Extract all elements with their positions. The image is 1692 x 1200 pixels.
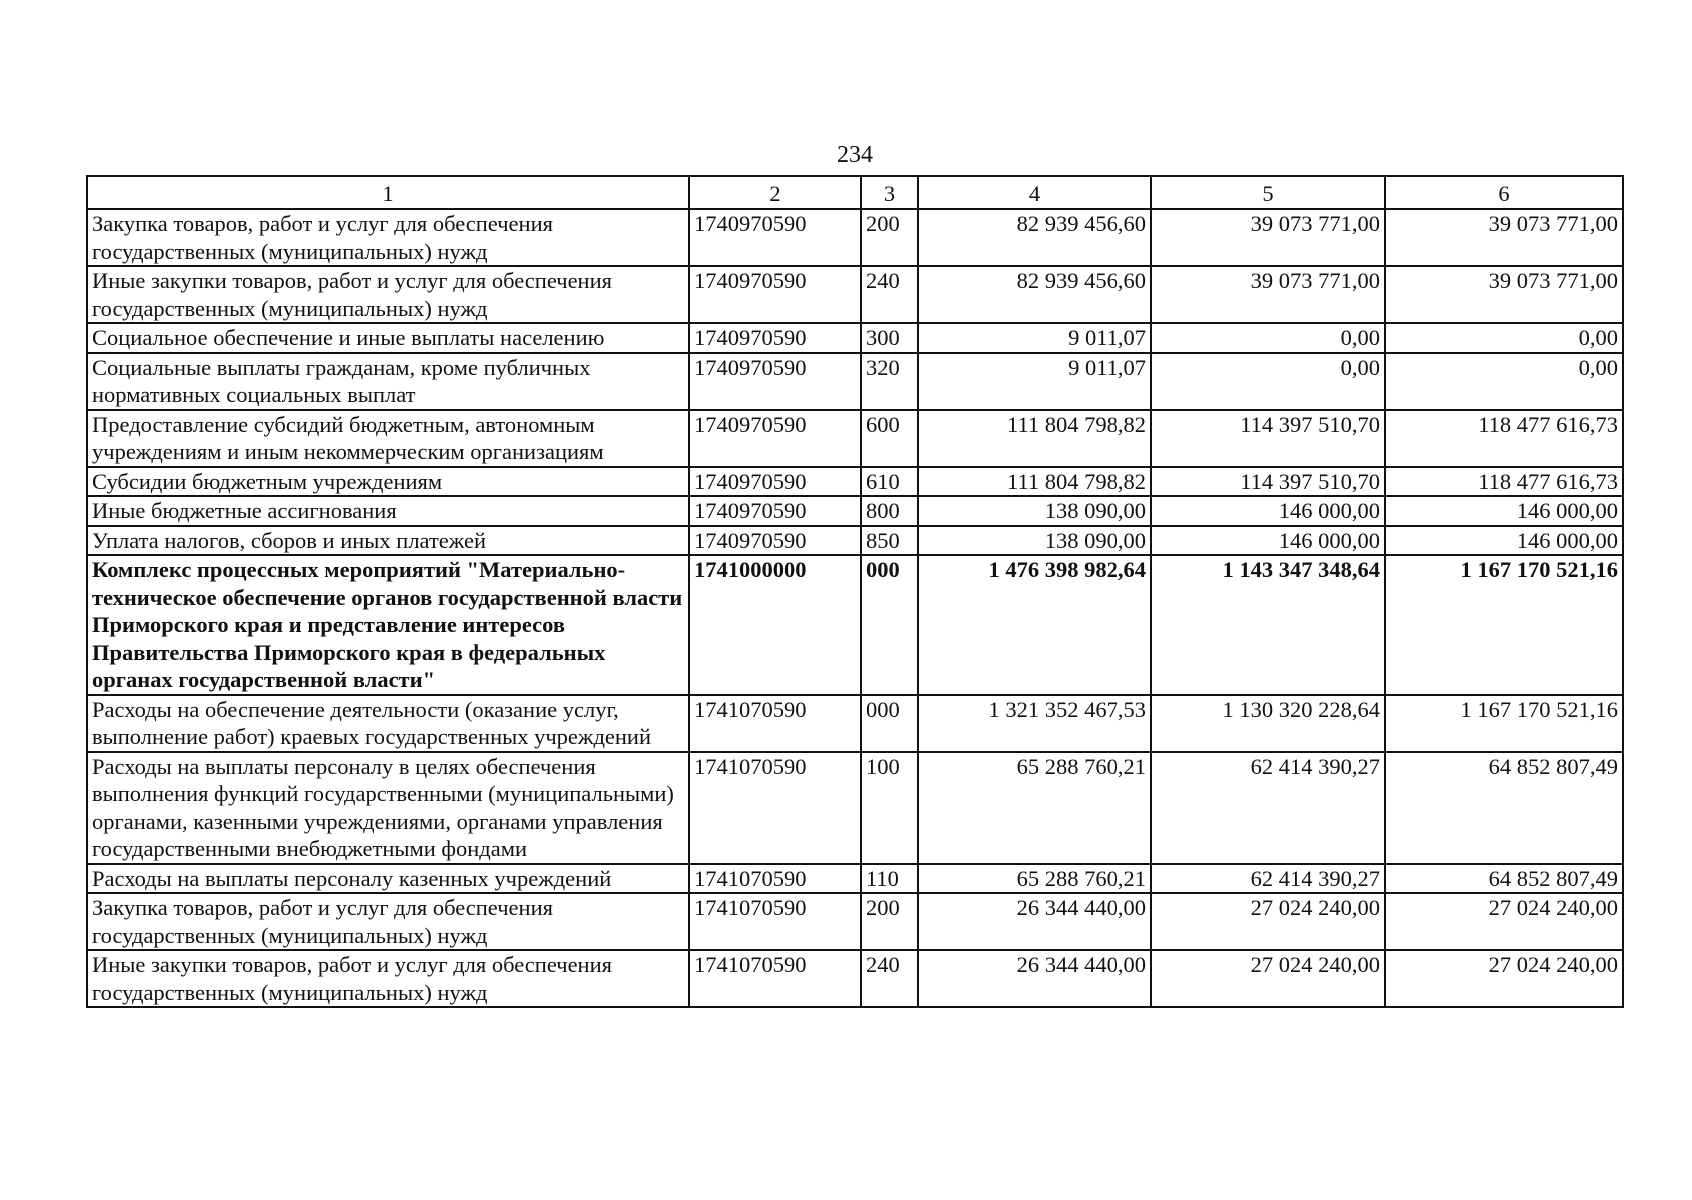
row-value-col5: 114 397 510,70 xyxy=(1151,467,1385,497)
row-value-col6: 0,00 xyxy=(1385,323,1623,353)
row-expense-type: 110 xyxy=(861,864,918,894)
row-name: Расходы на выплаты персоналу в целях обеспечения выполнения функций государственными (муниципальными) органами, казенными учреждениями, органами управления государственными внебюджетными фондами xyxy=(87,752,689,864)
row-name: Закупка товаров, работ и услуг для обеспечения государственных (муниципальных) нужд xyxy=(87,209,689,266)
row-value-col4: 1 321 352 467,53 xyxy=(918,695,1151,752)
row-value-col5: 0,00 xyxy=(1151,353,1385,410)
row-expense-type: 850 xyxy=(861,526,918,556)
table-row xyxy=(87,864,1623,894)
row-value-col5: 114 397 510,70 xyxy=(1151,410,1385,467)
table-row xyxy=(87,893,1623,950)
row-code: 1740970590 xyxy=(689,323,861,353)
row-code: 1740970590 xyxy=(689,209,861,266)
row-value-col4: 9 011,07 xyxy=(918,353,1151,410)
row-value-col6: 1 167 170 521,16 xyxy=(1385,695,1623,752)
row-expense-type: 240 xyxy=(861,950,918,1007)
row-name: Расходы на обеспечение деятельности (оказание услуг, выполнение работ) краевых государственных учреждений xyxy=(87,695,689,752)
table-row xyxy=(87,695,1623,752)
table-row xyxy=(87,209,1623,266)
row-expense-type: 240 xyxy=(861,266,918,323)
row-value-col4: 138 090,00 xyxy=(918,496,1151,526)
row-code: 1740970590 xyxy=(689,526,861,556)
row-name: Комплекс процессных мероприятий "Материально-техническое обеспечение органов государственной власти Приморского края и представление интересов Правительства Приморского края в федеральных органах государственной власти" xyxy=(87,555,689,695)
row-value-col6: 39 073 771,00 xyxy=(1385,209,1623,266)
row-value-col5: 62 414 390,27 xyxy=(1151,752,1385,864)
row-code: 1741070590 xyxy=(689,950,861,1007)
column-header-5: 5 xyxy=(1151,176,1385,209)
row-value-col4: 82 939 456,60 xyxy=(918,266,1151,323)
table-row xyxy=(87,353,1623,410)
row-value-col6: 118 477 616,73 xyxy=(1385,467,1623,497)
row-expense-type: 200 xyxy=(861,893,918,950)
row-code: 1740970590 xyxy=(689,353,861,410)
row-value-col4: 65 288 760,21 xyxy=(918,752,1151,864)
row-value-col5: 27 024 240,00 xyxy=(1151,950,1385,1007)
row-value-col4: 111 804 798,82 xyxy=(918,410,1151,467)
row-expense-type: 320 xyxy=(861,353,918,410)
row-value-col6: 64 852 807,49 xyxy=(1385,752,1623,864)
page-number: 234 xyxy=(837,142,873,168)
row-code: 1741070590 xyxy=(689,752,861,864)
row-value-col5: 146 000,00 xyxy=(1151,496,1385,526)
table-row xyxy=(87,752,1623,864)
column-header-2: 2 xyxy=(689,176,861,209)
column-header-4: 4 xyxy=(918,176,1151,209)
row-value-col4: 65 288 760,21 xyxy=(918,864,1151,894)
row-expense-type: 610 xyxy=(861,467,918,497)
row-code: 1741070590 xyxy=(689,893,861,950)
table-row xyxy=(87,555,1623,695)
row-value-col4: 1 476 398 982,64 xyxy=(918,555,1151,695)
row-code: 1740970590 xyxy=(689,496,861,526)
table-header xyxy=(87,176,1623,209)
row-value-col6: 64 852 807,49 xyxy=(1385,864,1623,894)
row-value-col6: 27 024 240,00 xyxy=(1385,893,1623,950)
row-value-col4: 111 804 798,82 xyxy=(918,467,1151,497)
row-name: Уплата налогов, сборов и иных платежей xyxy=(87,526,689,556)
row-value-col4: 82 939 456,60 xyxy=(918,209,1151,266)
table-row xyxy=(87,950,1623,1007)
row-name: Субсидии бюджетным учреждениям xyxy=(87,467,689,497)
row-value-col5: 39 073 771,00 xyxy=(1151,266,1385,323)
row-expense-type: 300 xyxy=(861,323,918,353)
row-value-col6: 1 167 170 521,16 xyxy=(1385,555,1623,695)
table-row xyxy=(87,496,1623,526)
column-header-1: 1 xyxy=(87,176,689,209)
row-value-col5: 1 143 347 348,64 xyxy=(1151,555,1385,695)
row-value-col6: 146 000,00 xyxy=(1385,496,1623,526)
row-name: Социальное обеспечение и иные выплаты населению xyxy=(87,323,689,353)
budget-table xyxy=(86,175,1624,1008)
row-value-col5: 0,00 xyxy=(1151,323,1385,353)
row-value-col5: 146 000,00 xyxy=(1151,526,1385,556)
column-header-3: 3 xyxy=(861,176,918,209)
table-row xyxy=(87,526,1623,556)
row-expense-type: 800 xyxy=(861,496,918,526)
row-code: 1741070590 xyxy=(689,864,861,894)
row-code: 1741070590 xyxy=(689,695,861,752)
row-name: Иные закупки товаров, работ и услуг для обеспечения государственных (муниципальных) нужд xyxy=(87,950,689,1007)
row-value-col6: 118 477 616,73 xyxy=(1385,410,1623,467)
table-row xyxy=(87,323,1623,353)
row-expense-type: 100 xyxy=(861,752,918,864)
row-value-col6: 39 073 771,00 xyxy=(1385,266,1623,323)
table-row xyxy=(87,410,1623,467)
row-expense-type: 600 xyxy=(861,410,918,467)
row-code: 1740970590 xyxy=(689,410,861,467)
row-value-col5: 39 073 771,00 xyxy=(1151,209,1385,266)
row-name: Предоставление субсидий бюджетным, автономным учреждениям и иным некоммерческим организациям xyxy=(87,410,689,467)
row-value-col6: 146 000,00 xyxy=(1385,526,1623,556)
row-expense-type: 000 xyxy=(861,695,918,752)
row-value-col4: 26 344 440,00 xyxy=(918,950,1151,1007)
header-row xyxy=(87,176,1623,209)
row-value-col5: 27 024 240,00 xyxy=(1151,893,1385,950)
row-name: Социальные выплаты гражданам, кроме публичных нормативных социальных выплат xyxy=(87,353,689,410)
column-header-6: 6 xyxy=(1385,176,1623,209)
row-expense-type: 000 xyxy=(861,555,918,695)
row-name: Иные бюджетные ассигнования xyxy=(87,496,689,526)
row-code: 1740970590 xyxy=(689,467,861,497)
row-value-col5: 1 130 320 228,64 xyxy=(1151,695,1385,752)
table-row xyxy=(87,467,1623,497)
row-value-col5: 62 414 390,27 xyxy=(1151,864,1385,894)
table-row xyxy=(87,266,1623,323)
row-value-col6: 27 024 240,00 xyxy=(1385,950,1623,1007)
row-value-col4: 26 344 440,00 xyxy=(918,893,1151,950)
row-value-col4: 9 011,07 xyxy=(918,323,1151,353)
row-name: Иные закупки товаров, работ и услуг для обеспечения государственных (муниципальных) нужд xyxy=(87,266,689,323)
row-value-col6: 0,00 xyxy=(1385,353,1623,410)
row-name: Расходы на выплаты персоналу казенных учреждений xyxy=(87,864,689,894)
row-value-col4: 138 090,00 xyxy=(918,526,1151,556)
row-expense-type: 200 xyxy=(861,209,918,266)
table-body xyxy=(87,209,1623,1007)
row-name: Закупка товаров, работ и услуг для обеспечения государственных (муниципальных) нужд xyxy=(87,893,689,950)
row-code: 1741000000 xyxy=(689,555,861,695)
row-code: 1740970590 xyxy=(689,266,861,323)
